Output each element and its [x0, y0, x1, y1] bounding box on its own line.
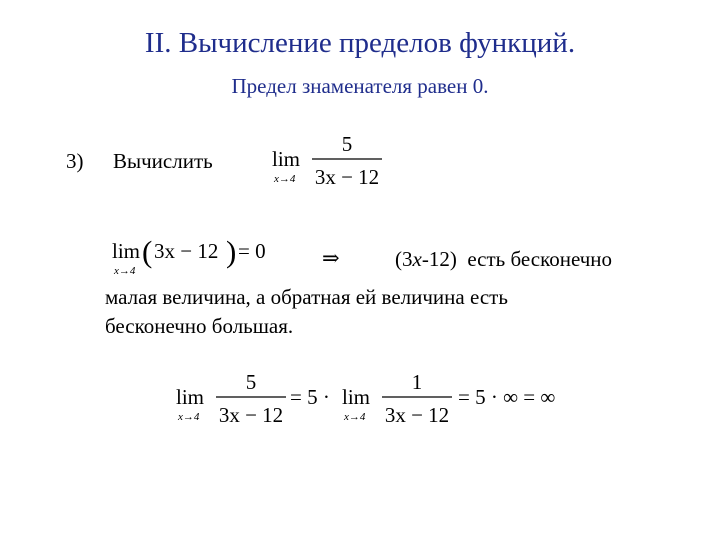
- limit-formula-3: [172, 366, 592, 430]
- result-equation: = 5 · ∞ = ∞: [458, 385, 556, 409]
- problem-instruction: Вычислить: [113, 149, 213, 173]
- problem-number: 3): [66, 149, 84, 173]
- expr-close: -12): [421, 247, 457, 271]
- implies-symbol: ⇒: [322, 246, 340, 270]
- limit-formula-1: [268, 128, 388, 192]
- limit-formula-2: [108, 232, 278, 280]
- lim-operator: lim: [112, 239, 141, 263]
- lim-subscript: x→4: [274, 173, 296, 185]
- slide-subtitle: Предел знаменателя равен 0.: [231, 74, 489, 98]
- lim-subscript-1: x→4: [178, 411, 200, 423]
- explanation-line-2: малая величина, а обратная ей величина есть: [105, 285, 508, 309]
- explanation-line-1-tail: есть бесконечно: [467, 247, 613, 271]
- equals-five-times: = 5 ·: [290, 385, 330, 409]
- expr-open: (3: [395, 247, 413, 271]
- fraction-1-denominator: 3x − 12: [218, 403, 284, 427]
- lim-operator-2: lim: [342, 385, 371, 409]
- formula-rhs: = 0: [238, 239, 266, 263]
- slide-title: II. Вычисление пределов функций.: [144, 27, 576, 59]
- explanation-line-1: [395, 247, 612, 272]
- lim-operator: lim: [272, 147, 301, 171]
- close-paren: ): [226, 234, 237, 269]
- paren-expression: 3x − 12: [154, 239, 219, 263]
- fraction-numerator: 5: [341, 132, 353, 156]
- fraction-1-numerator: 5: [245, 370, 257, 394]
- open-paren: (: [142, 234, 153, 269]
- fraction-denominator: 3x − 12: [314, 165, 380, 189]
- expr-variable: x: [412, 247, 422, 271]
- explanation-line-3: бесконечно большая.: [105, 314, 294, 338]
- lim-operator-1: lim: [176, 385, 205, 409]
- lim-subscript: x→4: [114, 265, 136, 277]
- lim-subscript-2: x→4: [344, 411, 366, 423]
- fraction-2-denominator: 3x − 12: [384, 403, 450, 427]
- fraction-2-numerator: 1: [411, 370, 423, 394]
